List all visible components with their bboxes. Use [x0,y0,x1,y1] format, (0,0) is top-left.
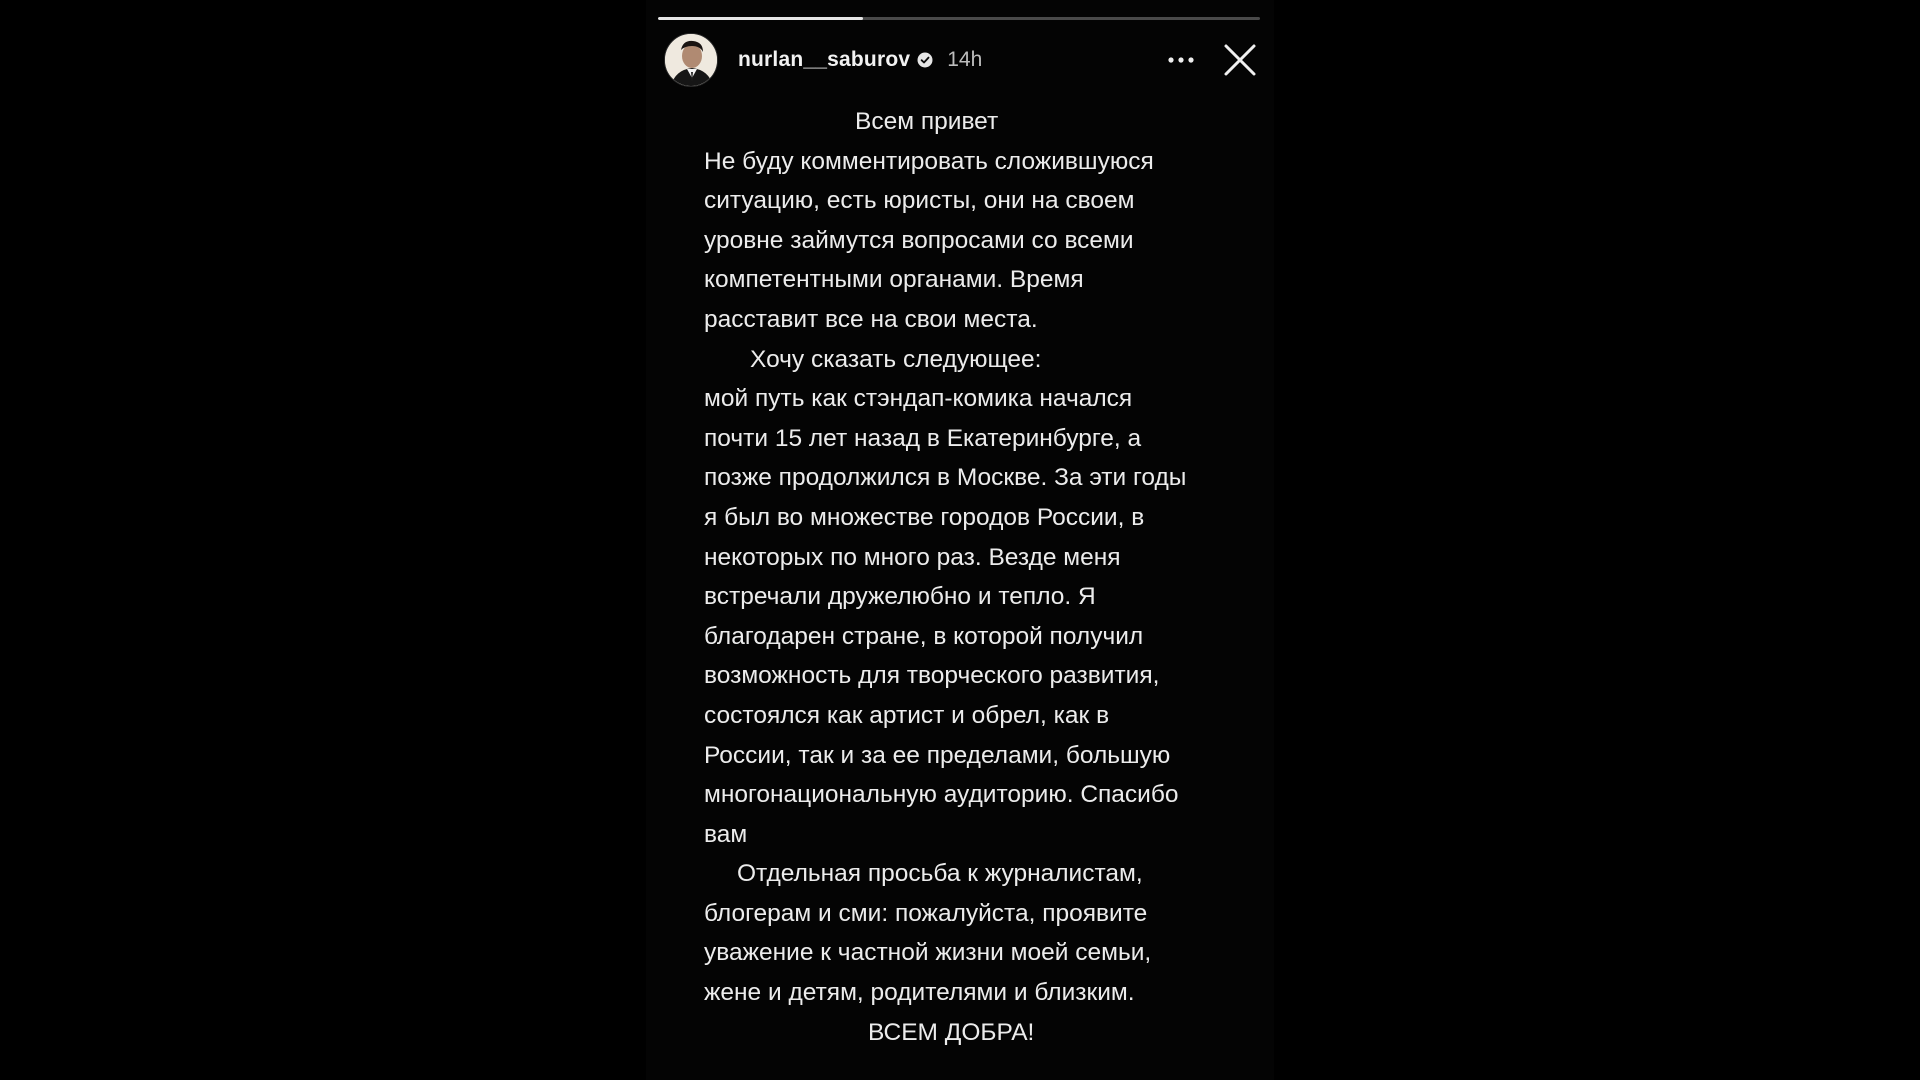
paragraph-heading: Отдельная просьба к журналистам, [737,860,1143,888]
greeting-line: Всем привет [855,108,999,135]
text-line: компетентными органами. Время [704,266,1084,294]
paragraph-heading: Хочу сказать следующее: [750,345,1042,373]
story-viewer [646,0,1274,1080]
text-line: я был во множестве городов России, в [704,503,1145,531]
avatar[interactable] [664,33,718,87]
text-line: уровне займутся вопросами со всеми [704,226,1134,254]
text-line: благодарен стране, в которой получил [704,622,1144,650]
text-line: вам [704,820,748,848]
text-line: многонациональную аудиторию. Спасибо [704,781,1179,809]
text-line: почти 15 лет назад в Екатеринбурге, а [704,424,1142,452]
text-line: России, так и за ее пределами, большую [704,741,1171,769]
text-line: жене и детям, родителями и близким. [704,979,1135,1007]
story-progress-bar [658,17,1260,20]
more-options-button[interactable] [1164,43,1198,77]
close-icon [1223,43,1257,77]
story-text [704,102,1244,1052]
username[interactable]: nurlan__saburov [738,48,911,71]
text-line: ситуацию, есть юристы, они на своем [704,187,1135,215]
text-line: позже продолжился в Москве. За эти годы [704,464,1187,492]
text-line: блогерам и сми: пожалуйста, проявите [704,899,1148,927]
text-line: некоторых по много раз. Везде меня [704,543,1121,571]
story-header [664,33,1260,87]
text-line: встречали дружелюбно и тепло. Я [704,583,1096,611]
verified-badge-icon [917,52,933,68]
post-time: 14h [947,48,983,71]
avatar-image [665,34,717,86]
more-horizontal-icon [1167,56,1195,64]
story-progress-fill [658,17,863,20]
closing-line: ВСЕМ ДОБРА! [868,1018,1035,1046]
close-button[interactable] [1220,40,1260,80]
text-line: уважение к частной жизни моей семьи, [704,939,1152,967]
text-line: возможность для творческого развития, [704,662,1160,690]
text-line: мой путь как стэндап-комика начался [704,385,1133,413]
text-line: Не буду комментировать сложившуюся [704,147,1154,175]
text-line: состоялся как артист и обрел, как в [704,701,1110,729]
text-line: расставит все на свои места. [704,305,1038,333]
